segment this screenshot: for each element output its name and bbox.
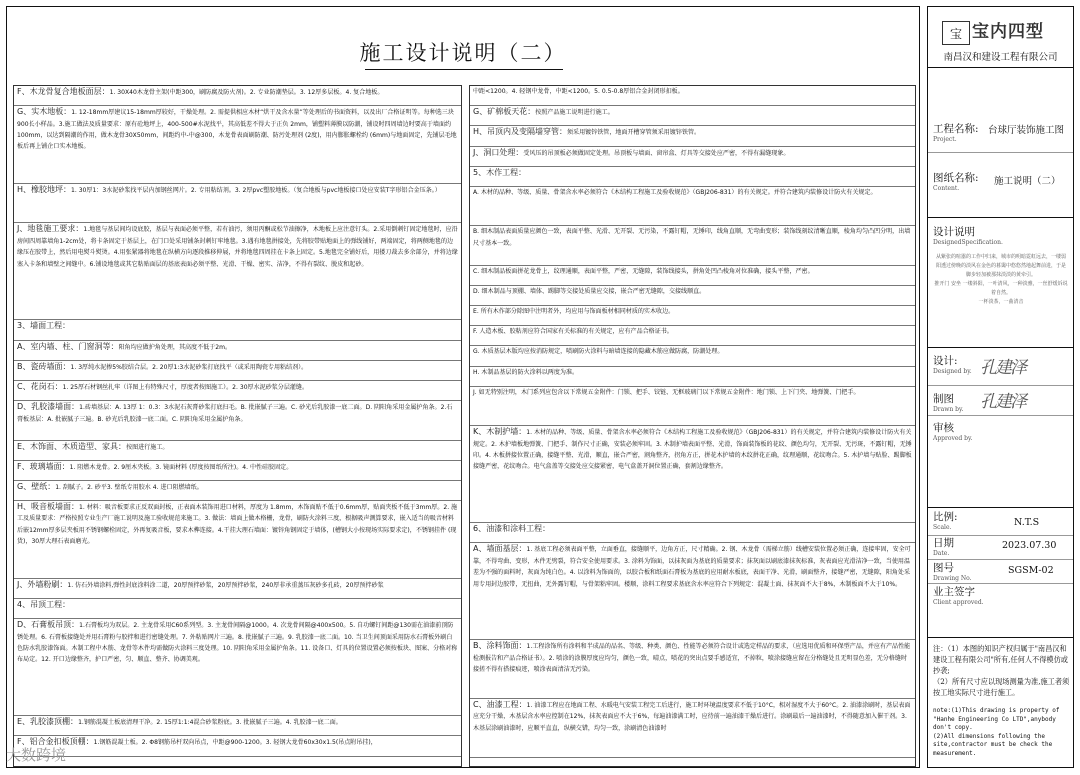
- spec-row: [14, 223, 461, 320]
- spec-row-label: A、墙面基层：: [473, 544, 527, 554]
- spec-row: [470, 187, 915, 226]
- spec-row-text: H. 木制品基层的防火涂料以两度为准。: [473, 368, 579, 376]
- spec-row-text: 1.石膏板均为双层。2. 主龙骨采用C60系列型。3. 主龙骨间隔@1000。4. 次龙骨间隔@400x500。5. 自功螺钉间距@130需在油漆前顶防锈处理。6. 石膏板接缝处并用石膏粉与胶拌和进行密缝处理。7. 外粘贴网片三遍。8. 批嵌腻子三遍。9. 乳胶漆一底二面。10. 当卫生间顶面采用防水石膏板外刷白色防水乳胶漆饰面。木制工程中木筋、龙骨等木件均需做防火涂料三度处理。10. 阴阳角采用金属护角条。11. 设备口、灯具的位置设置必须按板块、图案、分格对称布局定。12. 开口边缘整齐，护口严密，匀、顺直、整齐、协调美观。: [17, 622, 458, 664]
- divider: [928, 507, 1073, 508]
- spec-row-text: 1. 材料：吸音板要求正反双面封板，正表面木装饰用进口材料，厚度为 1.8mm，木饰面贴不低于0.6mm厚，贴面夹板不低于3mm厚。2. 施工及质量要求：严格按照专业生产厂施工说明及施工验收规范来施工。3. 做法：墙面上做木格栅，龙骨，刷防火涂料三度，根据吸声测算要求，嵌入适当的吸音材料后嵌12mm厚多层夹板用不锈钢螺栓固定，外再复吸音板，要求木榫连接。4.干挂大理石墙面：镀锌角钢固定于墙体，(槽钢大小按现场实际要求定)，不锈钢挂件 (现货)，30厚大理石表面磨光。: [17, 504, 458, 546]
- spec-row-text: 1. 25厚石材钢丝扎牢（详图上有特殊尺寸，厚度者按图施工）。2. 30厚水泥砂浆分层灌缝。: [62, 383, 309, 391]
- spec-row-text: 1.地毯与基层间均设底胶，基层与表面必须平整，若有油污，须用丙酮或松节油擦净，木地板上应注意钉头。2.采用倒刺钉固定地毯时，应沿房间四周靠墙角1-2cm处，将卡条固定于基层上，在门口处采用铺条封刺钉牢地毯。3.遇有地毯拼接处，先将胶带贴地面上的弹线铺好，两端固定，将两侧地毯的边缘压在胶带上，然后用电熨斗熨烫。4.用张紧器将地毯在纵横方向逐段推移伸展，并将地毯四周挂在卡条上固定。5.地毯完全铺好后，用搂刀裁去多余部分，并将边缘塞入卡条和墙壁之间缝中。6.铺设地毯或其它粘贴面层的基底表面必须平整、光滑、干燥、密实、洁净，不得有裂纹、脱皮和起砂。: [17, 226, 458, 268]
- spec-row-text: J. 如无特别注明，木门系列应包含以下常规五金附件：门锁、把手、铰链、无框玻璃门以下常规五金附件：地门锁、上下门夹、地弹簧、门把手。: [473, 388, 860, 396]
- client-label-group: [933, 584, 984, 606]
- spec-text: 从紫张的喧嚣的工作中归来，城市的明暗霓虹远去，一缕弱阳透过傍晚的淡风在金色的暮霭中悠悠然地起舞前进，于是脚步轻加被那抹淡淡的黄牵引。 推开门 安坐 一缕斜阳，一叶清风，一种淡雅，一丝舒缓诉说着自然。 一杯淡茶，一曲清音: [934, 254, 1068, 305]
- drawn-sub: Drawn by.: [933, 406, 964, 413]
- drawing-no-label: 图号: [933, 562, 954, 574]
- spec-row-text: A. 木材的品种、等级、质量、骨架含水率必须符合《木结构工程施工及验收规范》（GBJ206-831）的有关规定。并符合建筑内装修设计防火有关规定。: [473, 188, 877, 196]
- spec-row: [14, 184, 461, 223]
- divider: [928, 152, 1073, 153]
- spec-row-text: 按照产品施工说明进行施工。: [535, 109, 614, 117]
- spec-row-label: G、壁纸：: [17, 481, 56, 491]
- spec-row: [470, 326, 915, 346]
- spec-row-label: 3、墙面工程：: [17, 321, 71, 331]
- spec-row: [14, 619, 461, 716]
- spec-row-text: 中距<1200。4. 轻钢中龙骨，中距<1200。5. 0.5-0.8厚铝合金封闭形扣板。: [473, 88, 684, 95]
- content-label: 图纸名称:: [933, 172, 979, 184]
- spec-row: [470, 426, 915, 523]
- spec-row-text: 1. 阻燃木龙骨。2. 9厘木夹板。3. 镜面材料 (厚度按图纸所注)。4. 中性硅胶固定。: [69, 463, 293, 471]
- spec-row-text: 1. 刮腻子。2. 砂平3. 壁纸专用胶水 4. 进口阻燃墙纸。: [55, 483, 203, 491]
- drawing-no-label-group: [933, 560, 972, 582]
- spec-row-text: D. 细木制品与顶棚、墙体、踢脚等交接处质量应交接，嵌合严密无缝隙，交接线顺直。: [473, 287, 706, 295]
- drawing-no-sub: Drawing No.: [933, 575, 972, 582]
- spec-row: [470, 86, 915, 106]
- designer-label: 设计:: [933, 355, 958, 367]
- spec-row: [14, 716, 461, 736]
- spec-row-label: B、涂料饰面：: [473, 641, 527, 651]
- spec-row: [470, 367, 915, 387]
- spec-row-text: F. 人造木板、胶粘剂应符合国家有关标准的有关规定，应有产品合格证书。: [473, 328, 673, 336]
- spec-row: [470, 306, 915, 326]
- spec-row-label: J、地毯施工要求：: [17, 224, 84, 234]
- spec-row-label: E、木饰面、木质造型、家具：: [17, 441, 127, 451]
- spec-row: [14, 579, 461, 599]
- spec-row-text: 须采用镀锌铁管，地面开槽穿管须采用镀锌铁管。: [567, 129, 701, 137]
- spec-row-label: C、油漆工程：: [473, 700, 527, 710]
- content-label-group: [933, 170, 979, 192]
- spec-row: [470, 346, 915, 366]
- divider: [928, 637, 1073, 638]
- spec-row-text: 1.砖墙基层：A. 13厚 1：0.3：3水泥石灰膏砂浆打底扫毛。B. 批嵌腻子三遍。C. 砂光后乳胶漆一底二面。D. 阴阳角采用金属护角条。2.石膏板基层：A. 批嵌腻子三遍。B. 砂光后乳胶漆一底二面。C. 阴阳角采用金属护角条。: [17, 404, 453, 423]
- content-value: 施工说明（二）: [994, 176, 1061, 187]
- spec-row-label: F、铝合金扣板顶棚：: [17, 737, 94, 747]
- spec-row-label: D、乳胶漆墙面：: [17, 402, 80, 412]
- spec-row: [470, 226, 915, 265]
- logo-text: 宝内四型: [972, 22, 1044, 42]
- spec-row-text: 1. 30厚1：3水泥砂浆找平层内加钢丝网片。2. 专用粘结剂。3. 2厚pvc塑胶地板。（复合地板与pvc地板接口处应安装T字形铝合金压条。）: [71, 186, 441, 194]
- project-sub: Project.: [933, 136, 957, 143]
- spec-row: [14, 86, 461, 106]
- spec-row-label: F、玻璃墙面：: [17, 461, 70, 471]
- designer-label-group: [933, 353, 972, 375]
- divider: [928, 415, 1073, 416]
- spec-row-label: 6、油漆和涂料工程：: [473, 524, 551, 534]
- spec-row: [14, 481, 461, 501]
- spec-row-label: E、乳胶漆顶棚：: [17, 717, 79, 727]
- spec-row-text: 阳角均应做护角处理，其高度不低于2m。: [118, 343, 232, 351]
- spec-row: [14, 381, 461, 401]
- logo-area: [928, 7, 1073, 68]
- left-spec-column: [13, 85, 462, 767]
- spec-row: [14, 736, 461, 756]
- title-underline: [365, 69, 563, 70]
- spec-sub: DesignedSpecification.: [933, 239, 1003, 246]
- approved-sub: Approved by.: [933, 435, 973, 442]
- drawn-label-group: [933, 391, 964, 413]
- spec-row-text: 按图进行施工。: [126, 443, 169, 451]
- drawing-sheet: [6, 6, 920, 768]
- spec-row-label: J、外墙粉刷：: [17, 579, 68, 589]
- project-label-group: [933, 121, 979, 143]
- spec-row-text: 1. 基底工程必须表面平整，立面垂直，接缝顺平，边角方正，尺寸精确。2. 钢、木龙骨（需梯立筋）线槽安装位置必须正确，连接牢固，安全可靠，不得弯曲、变形，木件无劈裂，符合安全使用要求。3. 涂料为饰面，以抹灰面为基底的质量要求；抹灰面以刷底漆抹灰标准，灰表面应光滑洁净一致，当使用温差为不强的面料时，灰面为纯白色。4. 以涂料为饰面的，以胶合板和纸面石膏板为基底的应用耐水板底，表面干净、光滑，刷面整齐，接缝严密，无缝隙，阳角处采用专用封边胶带，无扭曲，无外露钉帽，与骨架粘牢固。楼顺，涂料工程要求基底含水率应符合下列规定：混凝土面、抹灰面不大于8%，木制板面不大于10%。: [473, 546, 911, 588]
- spec-row: [470, 699, 915, 758]
- spec-row-label: G、矿棉板天花：: [473, 107, 536, 117]
- client-label: 业主签字: [933, 586, 975, 598]
- spec-row-label: D、石膏板吊顶：: [17, 620, 80, 630]
- title-block: [927, 6, 1074, 768]
- spec-row: [470, 640, 915, 699]
- spec-row-text: 1. 仿石外墙涂料,弹性封底涂料涂二道，20厚预拌砂浆，20厚预拌砂浆，240厚非承重蒸压灰砂多孔砖，20厚预拌砂浆: [67, 581, 384, 589]
- spec-row: [470, 387, 915, 426]
- spec-row: [14, 599, 461, 619]
- designer-signature: 孔建泽: [980, 358, 1025, 378]
- spec-row: [14, 461, 461, 481]
- drawing-no-value: SGSM-02: [1008, 565, 1054, 576]
- company-name: 南昌汉和建设工程有限公司: [943, 52, 1058, 63]
- project-label: 工程名称:: [933, 123, 979, 135]
- spec-row: [14, 501, 461, 579]
- watermark: 大数跨境: [6, 746, 67, 764]
- spec-row-text: 1.工程涂饰所有涂料和半成品的品名、等级、种类、颜色、性能等必须符合设计或选定样品的要求，（应选用优质和环保型产品，并应有产品性能检测报告和产品合格证书）。2. 喷涂的涂膜厚度应均匀，颜色一致，晴点，喷花的突出点要手感适宜，不掉粒，喷涂接缝应留在分格缝处且无明显色差，无分格缝时接搓不得有搭接痕迹，喷涂表面清洁无污染。: [473, 643, 911, 674]
- spec-row-label: F、木龙骨复合地板面层：: [17, 87, 110, 96]
- spec-row-label: H、吊顶内及变隔墙穿管：: [473, 127, 568, 137]
- spec-row-text: 1.钢筋混凝土板底清理干净。2. 15厚1:1:4混合砂浆粉底。3. 批嵌腻子三遍。4. 乳胶漆一底二面。: [78, 719, 342, 727]
- drawn-label: 制图: [933, 393, 954, 405]
- note-english: note:(1)This drawing is property of "Hanhe Engineering Co LTD",anybody don't copy. (2)All dimensions following the site,contractor must be check the measurement.: [933, 707, 1060, 757]
- date-label: 日期: [933, 537, 954, 549]
- date-label-group: [933, 535, 954, 557]
- spec-row-text: C. 细木制品板面拼花龙骨上，纹理通顺，表面平整，严密，无缝隙，装饰线接头，拼角处凹凸棱角对位准确，接头平整，严密。: [473, 267, 814, 275]
- spec-row: [14, 320, 461, 340]
- spec-row: [470, 126, 915, 146]
- drawn-signature: 孔建泽: [980, 392, 1025, 412]
- divider: [928, 385, 1073, 386]
- page-title: 施工设计说明（二）: [359, 41, 567, 65]
- spec-row: [470, 167, 915, 187]
- spec-row: [470, 147, 915, 167]
- spec-row-text: 1.钢筋混凝土板。2. Φ8钢筋吊杆双向吊点，中距@900-1200。3. 轻钢大龙骨60x30x1.5(吊点附吊挂)，: [93, 739, 377, 747]
- designer-sub: Designed by.: [933, 368, 972, 375]
- spec-row-label: J、洞口处理：: [473, 147, 524, 157]
- spec-row-text: 1. 30X40木龙骨主架(中距300，刷防腐及防火剂)。2. 专业防潮垫层。3. 12厚多层板。4. 复合地板。: [109, 89, 384, 96]
- spec-row-label: A、室内墙、柱、门窗洞等：: [17, 341, 119, 351]
- spec-row-label: H、橡胶地坪：: [17, 184, 72, 194]
- spec-row: [470, 543, 915, 640]
- spec-row: [14, 341, 461, 361]
- spec-row: [470, 106, 915, 126]
- scale-sub: Scale.: [933, 524, 952, 531]
- spec-row-text: G. 木质基层木版均应按消防规定，喷刷防火涂料与暗墙连接的隐藏木筋应做防腐，防潮处理。: [473, 348, 724, 356]
- spec-row-label: C、花岗石：: [17, 381, 63, 391]
- spec-row: [14, 106, 461, 184]
- approved-label-group: [933, 420, 973, 442]
- spec-row-label: H、吸音板墙面：: [17, 502, 80, 512]
- spec-row-text: E. 所有木作部分除图中注明者外，均应用与饰面板材相同材质的实木收边。: [473, 308, 675, 316]
- divider: [928, 347, 1073, 348]
- spec-row: [14, 361, 461, 381]
- spec-row: [470, 266, 915, 286]
- spec-row: [14, 441, 461, 461]
- scale-label-group: [933, 509, 958, 531]
- spec-row-label: 4、吊顶工程：: [17, 600, 71, 610]
- scale-value: N.T.S: [1014, 517, 1040, 528]
- project-value: 台球厅装饰施工图: [988, 125, 1065, 136]
- spec-row: [470, 523, 915, 543]
- content-sub: Content.: [933, 185, 960, 192]
- date-value: 2023.07.30: [1002, 540, 1057, 551]
- logo-icon: 宝: [942, 21, 970, 45]
- client-sub: Client approved.: [933, 599, 984, 606]
- approved-label: 审核: [933, 422, 954, 434]
- spec-label-group: [933, 224, 1003, 246]
- spec-row-text: B. 细木制品表面质量应颜色一致，表面平整、光滑、无开裂、无污染，不露钉帽，无锤印，线角直顺，无弯曲变形；装饰线刻纹清晰直顺，棱角均匀凸凹分明，出墙尺寸基本一致。: [473, 228, 911, 247]
- spec-row: [470, 286, 915, 306]
- spec-row-text: 1. 油漆工程应在地面工程、水暖电气安装工程完工后进行，施工时环境温度要求不低于10°C，相对湿度不大于60°C。2. 油漆涂刷时，基层表面应充分干燥，木基层含水率应控制在12%，抹灰表面应不大于6%，每遍油漆满工时，应待前一遍油漆干燥后进行。涂刷最后一遍油漆时，不得随意加入催干剂。3. 木基层涂刷油漆时，应顺平直直，纵横交错，均匀一致，涂刷清色油漆时: [473, 702, 911, 732]
- spec-row-label: G、实木地板：: [17, 107, 72, 117]
- spec-row-text: 1. 木材的品种、等级、质量、骨架含水率必须符合《木结构工程施工及验收规范》（GBJ206-831）的有关规定，并符合建筑内装修设计防火有关规定。2. 木护墙板地弹簧、门把手、制作尺寸正确，安装必须牢固。3. 木制护墙表面平整、光滑，饰面装饰板的花纹、颜色均匀，无开裂、无污斑，不露钉帽，无锤印。4. 木板拼接位置正确，接缝平整、光滑，顺直，嵌合严密，割角整齐，拐角方正，拼花木护墙的木纹拼花正确，纹理通顺，花纹吻合。5. 木护墙与贴脸、踢脚板接缝严密，花纹吻合。电气盒盖等交接处应交接紧密，电气盒盖开洞位置正确，套割边缘整齐。: [473, 429, 912, 471]
- right-spec-column: [469, 85, 916, 767]
- divider: [928, 217, 1073, 218]
- spec-row-label: K、木制护墙：: [473, 427, 527, 437]
- scale-label: 比例:: [933, 511, 958, 523]
- spec-row-text: 受风压的吊顶板必须做固定处理。吊顶板与墙面、窗帘盒、灯具等交接处应严密，不得有漏缝现象。: [523, 149, 790, 157]
- spec-row-label: B、瓷砖墙面：: [17, 361, 71, 371]
- note-chinese: 注：（1）本图的知识产权归属于"南昌汉和建设工程有限公司"所有,任何人不得模仿或抄袭; （2）所有尺寸应以现场测量为准,施工者须按工地实际尺寸进行施工。: [933, 644, 1070, 697]
- spec-row-text: 1. 3厚纯水泥掺5%胶结合层。2. 20厚1:3水泥砂浆打底找平（或采用陶瓷专用粘结剂）。: [70, 363, 308, 371]
- date-sub: Date.: [933, 550, 950, 557]
- spec-row-label: 5、木作工程：: [473, 167, 527, 177]
- spec-label: 设计说明: [933, 226, 975, 238]
- spec-row-text: 1. 12-18mm厚建议15-18mm厚较好，干燥处理。2. 需提供相应木材“烘干及含水量”等处理后的书面资料，以及出厂合格证明等。每种选三块900长小样品。3.施工做法及质量要求：原有砼地坪上，400-500#水泥找平，其高低差不得大于正负 2mm，铺塑料薄膜以防潮，铺设时四周墙边时要高于墙面约 100mm，以达到隔潮的作用，做木龙骨30X50mm，间距约中-中@300，木龙骨表面刷防潮、防污处理剂 (2度)，用内膨胀螺栓约 (6mm)与地面固定，先铺层毛地板后再上铺企口实木地板。: [17, 109, 457, 151]
- spec-row: [14, 401, 461, 440]
